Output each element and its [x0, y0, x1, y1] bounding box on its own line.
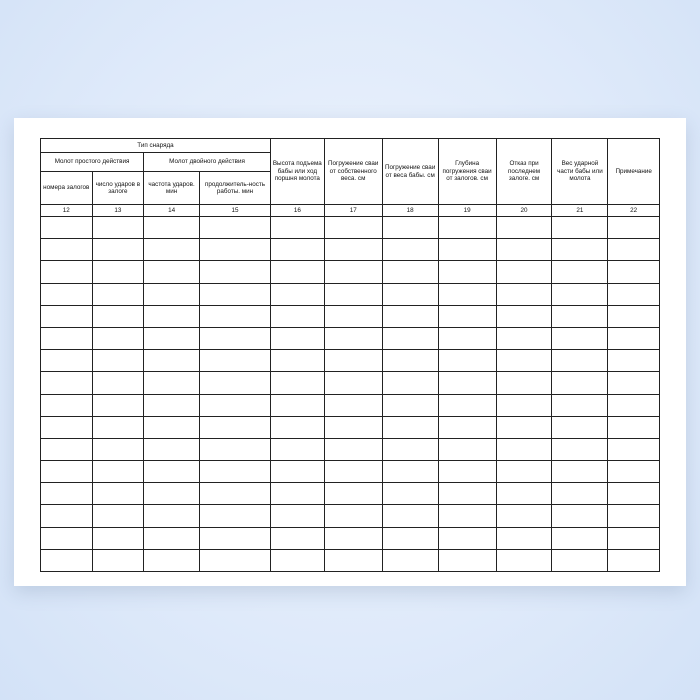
table-cell[interactable]: [324, 283, 382, 305]
table-row: [41, 483, 660, 505]
table-cell[interactable]: [608, 505, 660, 527]
table-cell[interactable]: [270, 438, 324, 460]
table-cell[interactable]: [552, 261, 608, 283]
table-cell[interactable]: [496, 305, 552, 327]
table-cell[interactable]: [200, 461, 271, 483]
table-cell[interactable]: [41, 527, 93, 549]
table-cell[interactable]: [92, 261, 144, 283]
table-cell[interactable]: [144, 327, 200, 349]
table-head: [41, 139, 660, 217]
table-row: [41, 549, 660, 571]
header-col-18: Погружение сваи от веса бабы. см: [382, 139, 438, 205]
table-cell[interactable]: [41, 438, 93, 460]
table-cell[interactable]: [496, 217, 552, 239]
table-cell[interactable]: [382, 283, 438, 305]
column-number-17: 17: [324, 205, 382, 217]
table-cell[interactable]: [270, 461, 324, 483]
table-cell[interactable]: [382, 217, 438, 239]
table-cell[interactable]: [552, 327, 608, 349]
header-row-column-numbers: [41, 205, 660, 217]
table-cell[interactable]: [324, 461, 382, 483]
table-cell[interactable]: [41, 327, 93, 349]
table-cell[interactable]: [270, 483, 324, 505]
table-cell[interactable]: [144, 283, 200, 305]
table-cell[interactable]: [324, 217, 382, 239]
table-cell[interactable]: [382, 438, 438, 460]
table-cell[interactable]: [608, 327, 660, 349]
table-row: [41, 394, 660, 416]
table-cell[interactable]: [41, 239, 93, 261]
table-cell[interactable]: [496, 505, 552, 527]
table-cell[interactable]: [552, 217, 608, 239]
table-row: [41, 505, 660, 527]
column-number-14: 14: [144, 205, 200, 217]
table-row: [41, 416, 660, 438]
column-number-13: 13: [92, 205, 144, 217]
table-cell[interactable]: [324, 527, 382, 549]
table-row: [41, 305, 660, 327]
table-cell[interactable]: [438, 217, 496, 239]
table-cell[interactable]: [41, 416, 93, 438]
table-cell[interactable]: [552, 394, 608, 416]
table-cell[interactable]: [382, 505, 438, 527]
table-cell[interactable]: [144, 505, 200, 527]
table-cell[interactable]: [200, 350, 271, 372]
column-number-20: 20: [496, 205, 552, 217]
table-cell[interactable]: [438, 394, 496, 416]
header-row-group: [41, 139, 660, 153]
table-cell[interactable]: [382, 327, 438, 349]
table-cell[interactable]: [496, 394, 552, 416]
table-cell[interactable]: [200, 483, 271, 505]
table-cell[interactable]: [92, 305, 144, 327]
header-group-projectile-type: Тип снаряда: [41, 139, 271, 153]
table-cell[interactable]: [200, 305, 271, 327]
table-cell[interactable]: [608, 239, 660, 261]
table-cell[interactable]: [200, 283, 271, 305]
paper-sheet: [14, 118, 686, 586]
table-cell[interactable]: [496, 461, 552, 483]
table-cell[interactable]: [41, 305, 93, 327]
table-cell[interactable]: [382, 549, 438, 571]
header-col-21: Вес ударной части бабы или молота: [552, 139, 608, 205]
column-number-21: 21: [552, 205, 608, 217]
table-cell[interactable]: [144, 239, 200, 261]
table-cell[interactable]: [270, 239, 324, 261]
table-cell[interactable]: [496, 549, 552, 571]
table-cell[interactable]: [92, 394, 144, 416]
table-cell[interactable]: [382, 483, 438, 505]
table-cell[interactable]: [200, 416, 271, 438]
table-cell[interactable]: [144, 261, 200, 283]
table-cell[interactable]: [552, 416, 608, 438]
table-cell[interactable]: [552, 372, 608, 394]
header-col-19: Глубина погружения сваи от залогов. см: [438, 139, 496, 205]
table-cell[interactable]: [324, 549, 382, 571]
table-row: [41, 461, 660, 483]
header-col-17: Погружение сваи от собственного веса. см: [324, 139, 382, 205]
table-cell[interactable]: [608, 261, 660, 283]
table-cell[interactable]: [270, 350, 324, 372]
table-cell[interactable]: [608, 350, 660, 372]
table-cell[interactable]: [496, 327, 552, 349]
table-cell[interactable]: [270, 527, 324, 549]
table-cell[interactable]: [200, 261, 271, 283]
table-cell[interactable]: [144, 372, 200, 394]
table-cell[interactable]: [608, 549, 660, 571]
header-col-16: Высота подъема бабы или ход поршня молота: [270, 139, 324, 205]
table-cell[interactable]: [382, 461, 438, 483]
table-cell[interactable]: [438, 483, 496, 505]
table-cell[interactable]: [270, 394, 324, 416]
table-cell[interactable]: [324, 350, 382, 372]
table-cell[interactable]: [92, 505, 144, 527]
table-cell[interactable]: [608, 416, 660, 438]
table-cell[interactable]: [41, 372, 93, 394]
table-cell[interactable]: [438, 283, 496, 305]
table-cell[interactable]: [41, 483, 93, 505]
table-row: [41, 217, 660, 239]
table-row: [41, 372, 660, 394]
table-cell[interactable]: [552, 438, 608, 460]
table-cell[interactable]: [41, 283, 93, 305]
table-cell[interactable]: [608, 438, 660, 460]
table-cell[interactable]: [608, 305, 660, 327]
table-cell[interactable]: [496, 416, 552, 438]
table-cell[interactable]: [608, 527, 660, 549]
table-cell[interactable]: [92, 283, 144, 305]
table-row: [41, 327, 660, 349]
table-cell[interactable]: [496, 283, 552, 305]
table-cell[interactable]: [200, 505, 271, 527]
table-cell[interactable]: [270, 217, 324, 239]
table-cell[interactable]: [496, 372, 552, 394]
table-cell[interactable]: [200, 527, 271, 549]
table-cell[interactable]: [324, 305, 382, 327]
table-cell[interactable]: [200, 217, 271, 239]
table-cell[interactable]: [382, 372, 438, 394]
table-cell[interactable]: [496, 483, 552, 505]
table-cell[interactable]: [438, 372, 496, 394]
header-subgroup-double-action-hammer: Молот двойного действия: [144, 153, 271, 172]
table-cell[interactable]: [144, 461, 200, 483]
table-cell[interactable]: [438, 305, 496, 327]
table-cell[interactable]: [92, 483, 144, 505]
table-cell[interactable]: [41, 549, 93, 571]
table-cell[interactable]: [552, 461, 608, 483]
table-cell[interactable]: [324, 261, 382, 283]
table-cell[interactable]: [144, 350, 200, 372]
table-cell[interactable]: [270, 305, 324, 327]
column-number-12: 12: [41, 205, 93, 217]
table-cell[interactable]: [41, 350, 93, 372]
table-cell[interactable]: [324, 239, 382, 261]
table-cell[interactable]: [438, 239, 496, 261]
pile-driving-log-table: [40, 138, 660, 572]
table-cell[interactable]: [438, 527, 496, 549]
table-cell[interactable]: [144, 217, 200, 239]
table-cell[interactable]: [92, 549, 144, 571]
table-cell[interactable]: [41, 394, 93, 416]
table-cell[interactable]: [552, 505, 608, 527]
table-cell[interactable]: [144, 438, 200, 460]
table-cell[interactable]: [144, 394, 200, 416]
table-cell[interactable]: [324, 416, 382, 438]
header-subgroup-single-action-hammer: Молот простого действия: [41, 153, 144, 172]
column-number-18: 18: [382, 205, 438, 217]
header-col-15: продолжитель-ность работы. мин: [200, 172, 271, 205]
table-cell[interactable]: [144, 527, 200, 549]
table-row: [41, 350, 660, 372]
table-cell[interactable]: [200, 327, 271, 349]
table-cell[interactable]: [496, 527, 552, 549]
table-cell[interactable]: [92, 461, 144, 483]
table-body: [41, 217, 660, 572]
table-cell[interactable]: [41, 217, 93, 239]
table-cell[interactable]: [552, 305, 608, 327]
table-cell[interactable]: [92, 438, 144, 460]
table-cell[interactable]: [144, 305, 200, 327]
table-cell[interactable]: [438, 438, 496, 460]
table-cell[interactable]: [608, 461, 660, 483]
table-cell[interactable]: [41, 461, 93, 483]
table-row: [41, 239, 660, 261]
table-cell[interactable]: [270, 283, 324, 305]
table-cell[interactable]: [382, 350, 438, 372]
column-number-16: 16: [270, 205, 324, 217]
table-cell[interactable]: [496, 261, 552, 283]
table-cell[interactable]: [324, 483, 382, 505]
table-cell[interactable]: [382, 416, 438, 438]
header-col-12: номера залогов: [41, 172, 93, 205]
table-cell[interactable]: [270, 505, 324, 527]
table-cell[interactable]: [200, 394, 271, 416]
column-number-22: 22: [608, 205, 660, 217]
table-cell[interactable]: [92, 350, 144, 372]
table-cell[interactable]: [92, 239, 144, 261]
table-cell[interactable]: [324, 372, 382, 394]
table-cell[interactable]: [200, 549, 271, 571]
header-col-14: частота ударов. мин: [144, 172, 200, 205]
header-col-13: число ударов в залоге: [92, 172, 144, 205]
table-cell[interactable]: [92, 372, 144, 394]
table-cell[interactable]: [608, 217, 660, 239]
table-row: [41, 261, 660, 283]
table-row: [41, 283, 660, 305]
column-number-19: 19: [438, 205, 496, 217]
header-col-20: Отказ при последнем залоге. см: [496, 139, 552, 205]
table-cell[interactable]: [496, 350, 552, 372]
table-cell[interactable]: [92, 217, 144, 239]
table-cell[interactable]: [270, 327, 324, 349]
table-cell[interactable]: [496, 239, 552, 261]
table-cell[interactable]: [270, 549, 324, 571]
table-cell[interactable]: [92, 527, 144, 549]
table-cell[interactable]: [144, 416, 200, 438]
table-cell[interactable]: [552, 483, 608, 505]
table-cell[interactable]: [438, 261, 496, 283]
table-cell[interactable]: [552, 549, 608, 571]
column-number-15: 15: [200, 205, 271, 217]
table-cell[interactable]: [608, 372, 660, 394]
table-cell[interactable]: [438, 416, 496, 438]
table-cell[interactable]: [92, 416, 144, 438]
table-cell[interactable]: [552, 527, 608, 549]
table-cell[interactable]: [144, 483, 200, 505]
table-cell[interactable]: [324, 438, 382, 460]
table-row: [41, 438, 660, 460]
table-cell[interactable]: [324, 505, 382, 527]
table-cell[interactable]: [382, 305, 438, 327]
table-cell[interactable]: [382, 261, 438, 283]
table-cell[interactable]: [382, 527, 438, 549]
table-cell[interactable]: [552, 350, 608, 372]
table-cell[interactable]: [324, 327, 382, 349]
table-cell[interactable]: [270, 416, 324, 438]
table-cell[interactable]: [438, 549, 496, 571]
table-cell[interactable]: [92, 327, 144, 349]
table-cell[interactable]: [382, 239, 438, 261]
table-cell[interactable]: [496, 438, 552, 460]
table-row: [41, 527, 660, 549]
table-cell[interactable]: [200, 239, 271, 261]
header-col-22: Примечание: [608, 139, 660, 205]
table-cell[interactable]: [552, 239, 608, 261]
table-cell[interactable]: [552, 283, 608, 305]
table-cell[interactable]: [382, 394, 438, 416]
table-cell[interactable]: [41, 505, 93, 527]
table-cell[interactable]: [438, 505, 496, 527]
table-cell[interactable]: [270, 372, 324, 394]
table-cell[interactable]: [438, 327, 496, 349]
table-cell[interactable]: [270, 261, 324, 283]
table-cell[interactable]: [608, 283, 660, 305]
table-cell[interactable]: [200, 438, 271, 460]
table-cell[interactable]: [608, 394, 660, 416]
table-cell[interactable]: [144, 549, 200, 571]
table-cell[interactable]: [41, 261, 93, 283]
table-cell[interactable]: [438, 461, 496, 483]
table-cell[interactable]: [324, 394, 382, 416]
table-cell[interactable]: [438, 350, 496, 372]
table-cell[interactable]: [200, 372, 271, 394]
sheet-content: [40, 138, 660, 566]
table-cell[interactable]: [608, 483, 660, 505]
